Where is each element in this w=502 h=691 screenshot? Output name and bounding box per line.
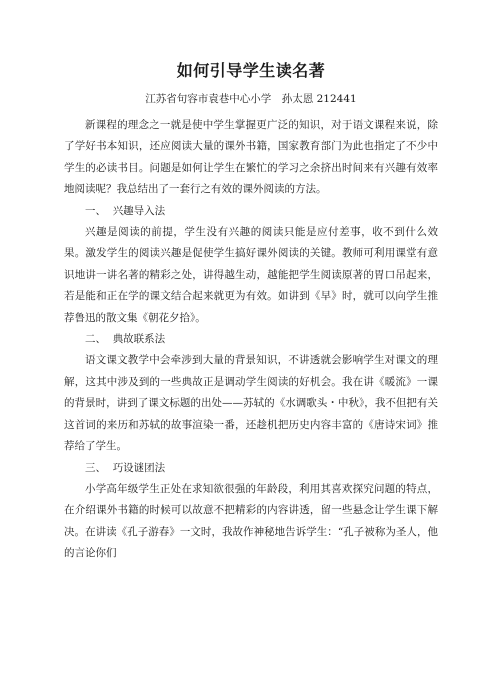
section-number: 一、 bbox=[85, 204, 106, 217]
intro-paragraph: 新课程的理念之一就是使中学生掌握更广泛的知识，对于语文课程来说，除了学好书本知识，还应阅读大量的课外书籍，国家教育部门为此也指定了不少中学生的必读书目。问题是如何让学生在繁忙的学习之余挤出时间来有兴趣有效率地阅读呢？我总结出了一套行之有效的课外阅读的方法。 bbox=[64, 119, 438, 196]
document-body bbox=[64, 115, 438, 565]
section-heading-2 bbox=[64, 329, 438, 350]
section-paragraph-3: 小学高年级学生正处在求知欲很强的年龄段，利用其喜欢探究问题的特点，在介绍课外书籍的时候可以故意不把精彩的内容讲透，留一些悬念让学生课下解决。在讲读《孔子游春》一文时，我故作神秘地告诉学生：“孔子被称为圣人，他的言论你们 bbox=[64, 482, 438, 560]
section-paragraph-2: 语文课文教学中会牵涉到大量的背景知识，不讲透就会影响学生对课文的理解，这其中涉及到的一些典故正是调动学生阅读的好机会。我在讲《暖流》一课的背景时，讲到了课文标题的出处——苏轼的《水调歌头・中秋》，我不但把有关这首词的来历和苏轼的故事渲染一番，还趁机把历史内容丰富的《唐诗宋词》推荐给了学生。 bbox=[64, 354, 438, 453]
section-heading-1 bbox=[64, 201, 438, 222]
section-title: 典故联系法 bbox=[112, 333, 166, 346]
section-number: 二、 bbox=[85, 333, 106, 346]
section-number: 三、 bbox=[85, 461, 106, 474]
document-title: 如何引导学生读名著 bbox=[176, 61, 326, 80]
section-title: 兴趣导入法 bbox=[112, 204, 166, 217]
section-paragraph-1: 兴趣是阅读的前提，学生没有兴趣的阅读只能是应付差事，收不到什么效果。激发学生的阅读兴趣是促使学生搞好课外阅读的关键。教师可利用课堂有意识地讲一讲名著的精彩之处，讲得越生动，越能把学生阅读原著的胃口吊起来，若是能和正在学的课文结合起来就更为有效。如讲到《早》时，就可以向学生推荐鲁迅的散文集《朝花夕拾》。 bbox=[64, 226, 438, 324]
section-title: 巧设谜团法 bbox=[112, 461, 166, 474]
section-heading-3 bbox=[64, 458, 438, 479]
author-line: 江苏省句容市袁巷中心小学 孙太恩 212441 bbox=[145, 93, 357, 105]
